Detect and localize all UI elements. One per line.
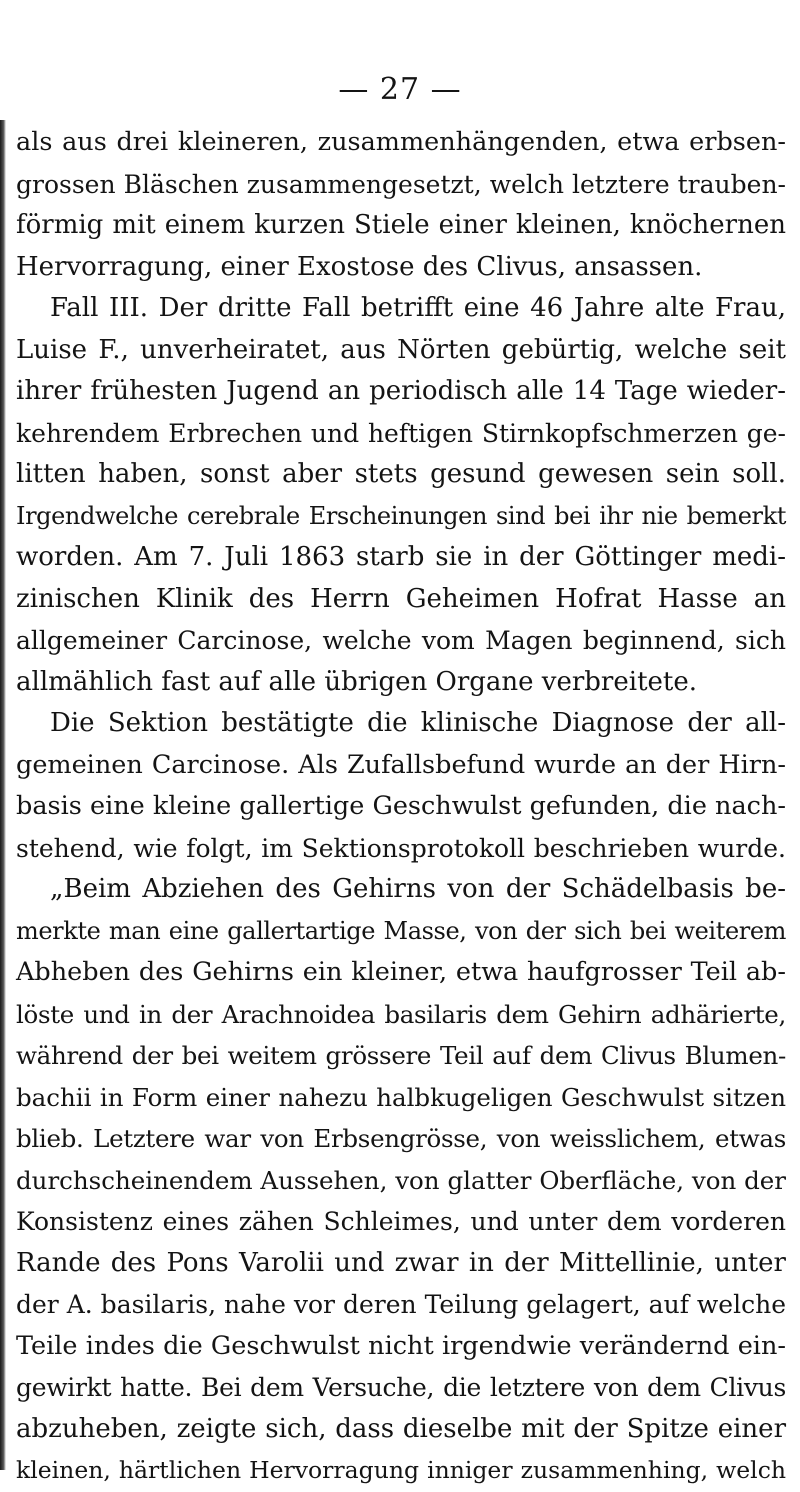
text-line-23: während der bei weitem grössere Teil auf dem Clivus Blumen- [16, 1041, 786, 1070]
text-line-13: allgemeiner Carcinose, welche vom Magen beginnend, sich [16, 626, 786, 655]
text-line-7: ihrer frühesten Jugend an periodisch alle 14 Tage wieder- [16, 376, 786, 406]
text-line-31: gewirkt hatte. Bei dem Versuche, die letztere von dem Clivus [16, 1373, 786, 1402]
text-line-19: „Beim Abziehen des Gehirns von der Schädelbasis be- [50, 874, 786, 904]
text-line-10: Irgendwelche cerebrale Erscheinungen sind bei ihr nie bemerkt [16, 501, 786, 530]
text-line-25: blieb. Letztere war von Erbsengrösse, von weisslichem, etwas [16, 1124, 786, 1153]
text-line-26: durchscheinendem Aussehen, von glatter Oberfläche, von der [16, 1165, 786, 1195]
text-line-20: merkte man eine gallertartige Masse, von der sich bei weiterem [16, 916, 786, 945]
text-line-21: Abheben des Gehirns ein kleiner, etwa haufgrosser Teil ab- [16, 957, 786, 987]
text-line-30: Teile indes die Geschwulst nicht irgendwie verändernd ein- [16, 1330, 786, 1361]
text-line-9: litten haben, sonst aber stets gesund gewesen sein soll. [16, 459, 786, 489]
text-line-5: Fall III. Der dritte Fall betrifft eine 46 Jahre alte Frau, [50, 293, 786, 323]
page-number-header: — 27 — [338, 72, 462, 107]
text-line-3: förmig mit einem kurzen Stiele einer kleinen, knöchernen [16, 210, 786, 240]
text-line-18: stehend, wie folgt, im Sektionsprotokoll beschrieben wurde. [16, 833, 786, 863]
text-line-29: der A. basilaris, nahe vor deren Teilung gelagert, auf welche [16, 1290, 786, 1319]
text-line-1: als aus drei kleineren, zusammenhängenden, etwa erbsen- [16, 127, 786, 157]
text-line-12: zinischen Klinik des Herrn Geheimen Hofrat Hasse an [16, 583, 786, 614]
text-line-8: kehrendem Erbrechen und heftigen Stirnkopfschmerzen ge- [16, 418, 786, 448]
body-text [16, 122, 786, 1492]
text-line-16: gemeinen Carcinose. Als Zufallsbefund wurde an der Hirn- [16, 749, 786, 780]
text-line-22: löste und in der Arachnoidea basilaris dem Gehirn adhärierte, [16, 999, 786, 1029]
text-line-15: Die Sektion bestätigte die klinische Diagnose der all- [50, 708, 786, 738]
text-line-24: bachii in Form einer nahezu halbkugeligen Geschwulst sitzen [16, 1082, 786, 1112]
text-line-4: Hervorragung, einer Exostose des Clivus, ansassen. [16, 251, 703, 282]
text-line-17: basis eine kleine gallertige Geschwulst gefunden, die nach- [16, 791, 786, 821]
text-line-28: Rande des Pons Varolii und zwar in der Mittellinie, unter [16, 1247, 786, 1278]
text-line-2: grossen Bläschen zusammengesetzt, welch letztere trauben- [16, 169, 786, 199]
text-line-14: allmählich fast auf alle übrigen Organe verbreitete. [16, 666, 698, 697]
text-line-11: worden. Am 7. Juli 1863 starb sie in der Göttinger medi- [16, 542, 786, 572]
text-line-6: Luise F., unverheiratet, aus Nörten gebürtig, welche seit [16, 334, 786, 365]
text-line-27: Konsistenz eines zähen Schleimes, und unter dem vorderen [16, 1207, 786, 1236]
text-line-32: abzuheben, zeigte sich, dass dieselbe mit der Spitze einer [16, 1413, 786, 1444]
text-line-33: kleinen, härtlichen Hervorragung inniger zusammenhing, welch [16, 1456, 786, 1484]
page-binding-shadow [0, 120, 6, 1470]
